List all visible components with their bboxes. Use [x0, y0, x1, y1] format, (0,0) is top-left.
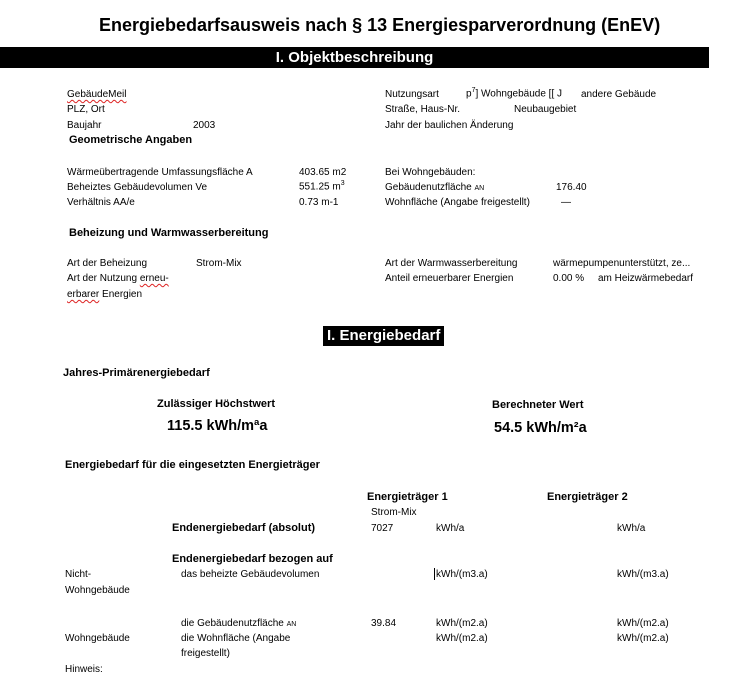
- geometrie-heading: Geometrische Angaben: [69, 134, 193, 146]
- anteil-label: Anteil erneuerbarer Energien: [385, 273, 514, 284]
- endenergie-value: 7027: [371, 523, 394, 534]
- bezogen-label: Endenergiebedarf bezogen auf: [172, 553, 333, 565]
- nutzflaeche-unit-1: kWh/(m2.a): [436, 618, 488, 629]
- nicht-wohn-label-2: Wohngebäude: [65, 585, 130, 596]
- neubaugebiet: Neubaugebiet: [514, 104, 577, 115]
- traeger-col1-name: Strom-Mix: [371, 507, 417, 518]
- traeger-col2: Energieträger 2: [547, 491, 628, 503]
- warmwasser-value: wärmepumpenunterstützt, ze...: [553, 258, 691, 269]
- hinweis-label: Hinweis:: [65, 664, 103, 675]
- wohnflaeche-row-label-2: freigestellt): [181, 648, 230, 659]
- berechnet-value: 54.5 kWh/m²a: [494, 420, 587, 436]
- nutzflaeche-row-label: die Gebäudenutzfläche AN: [181, 618, 297, 629]
- nutzflaeche-label: Gebäudenutzfläche AN: [385, 182, 485, 193]
- erneuerbar-label-1: Art der Nutzung erneu-: [67, 273, 169, 284]
- zulaessig-value: 115.5 kWh/mªa: [167, 418, 268, 434]
- traeger-heading: Energiebedarf für die eingesetzten Energieträger: [65, 459, 320, 471]
- nutzflaeche-row-value: 39.84: [371, 618, 397, 629]
- strasse-label: Straße, Haus-Nr.: [385, 104, 461, 115]
- wohnflaeche-label: Wohnfläche (Angabe freigestellt): [385, 197, 530, 208]
- volumen-value: 551.25 $m^3$: [299, 180, 345, 193]
- volumen-label: Beheiztes Gebäudevolumen Ve: [67, 182, 208, 193]
- beheizung-value: Strom-Mix: [196, 258, 242, 269]
- baujahr-label: Baujahr: [67, 120, 102, 131]
- nutzungsart-value: $p^7$] Wohngebäude [[ J: [466, 87, 563, 100]
- erneuerbar-label-2: erbarer Energien: [67, 289, 143, 300]
- volumen-unit-2: kWh/(m3.a): [617, 569, 669, 580]
- anteil-suffix: am Heizwärmebedarf: [598, 273, 694, 284]
- verhaeltnis-value: 0.73 m-1: [299, 197, 339, 208]
- wohngebaeude-row-label: Wohngebäude: [65, 633, 130, 644]
- andere-gebaeude: andere Gebäude: [581, 89, 657, 100]
- plz-label: PLZ, Ort: [67, 104, 105, 115]
- flaeche-value: 403.65 m2: [299, 167, 347, 178]
- nutzflaeche-unit-2: kWh/(m2.a): [617, 618, 669, 629]
- flaeche-label: Wärmeübertragende Umfassungsfläche A: [67, 167, 253, 178]
- aenderung-label: Jahr der baulichen Änderung: [385, 120, 514, 131]
- wohnflaeche-row-label-1: die Wohnfläche (Angabe: [181, 633, 291, 644]
- warmwasser-label: Art der Warmwasserbereitung: [385, 258, 518, 269]
- wohnflaeche-unit-2: kWh/(m2.a): [617, 633, 669, 644]
- volumen-unit-1[interactable]: kWh/(m3.a): [436, 569, 488, 580]
- endenergie-unit-2: kWh/a: [617, 523, 646, 534]
- nutzungsart-label: Nutzungsart: [385, 89, 439, 100]
- berechnet-label: Berechneter Wert: [492, 399, 584, 411]
- endenergie-label: Endenergiebedarf (absolut): [172, 522, 316, 534]
- text-cursor: [434, 568, 435, 580]
- beheizung-label: Art der Beheizung: [67, 258, 148, 269]
- traeger-col1: Energieträger 1: [367, 491, 448, 503]
- anteil-value: 0.00 %: [553, 273, 585, 284]
- section-title-objektbeschreibung: I. Objektbeschreibung: [275, 49, 434, 66]
- wohnflaeche-unit-1: kWh/(m2.a): [436, 633, 488, 644]
- heizung-heading: Beheizung und Warmwasserbereitung: [69, 227, 269, 239]
- endenergie-unit-1: kWh/a: [436, 523, 465, 534]
- wohngebaeude-label: Bei Wohngebäuden:: [385, 167, 476, 178]
- gebaeude-label: GebäudeMeil: [67, 89, 127, 100]
- section-title-energiebedarf: I. Energiebedarf: [323, 326, 444, 346]
- zulaessig-label: Zulässiger Höchstwert: [157, 398, 275, 410]
- document-title: Energiebedarfsausweis nach § 13 Energiesparverordnung (EnEV): [99, 15, 661, 35]
- wohnflaeche-value: —: [561, 197, 571, 208]
- verhaeltnis-label: Verhältnis AA/e: [67, 197, 135, 208]
- nutzflaeche-value: 176.40: [556, 182, 587, 193]
- volumen-row-label: das beheizte Gebäudevolumen: [181, 569, 320, 580]
- baujahr-value: 2003: [193, 120, 216, 131]
- nicht-wohn-label-1: Nicht-: [65, 569, 92, 580]
- primaer-heading: Jahres-Primärenergiebedarf: [63, 367, 210, 379]
